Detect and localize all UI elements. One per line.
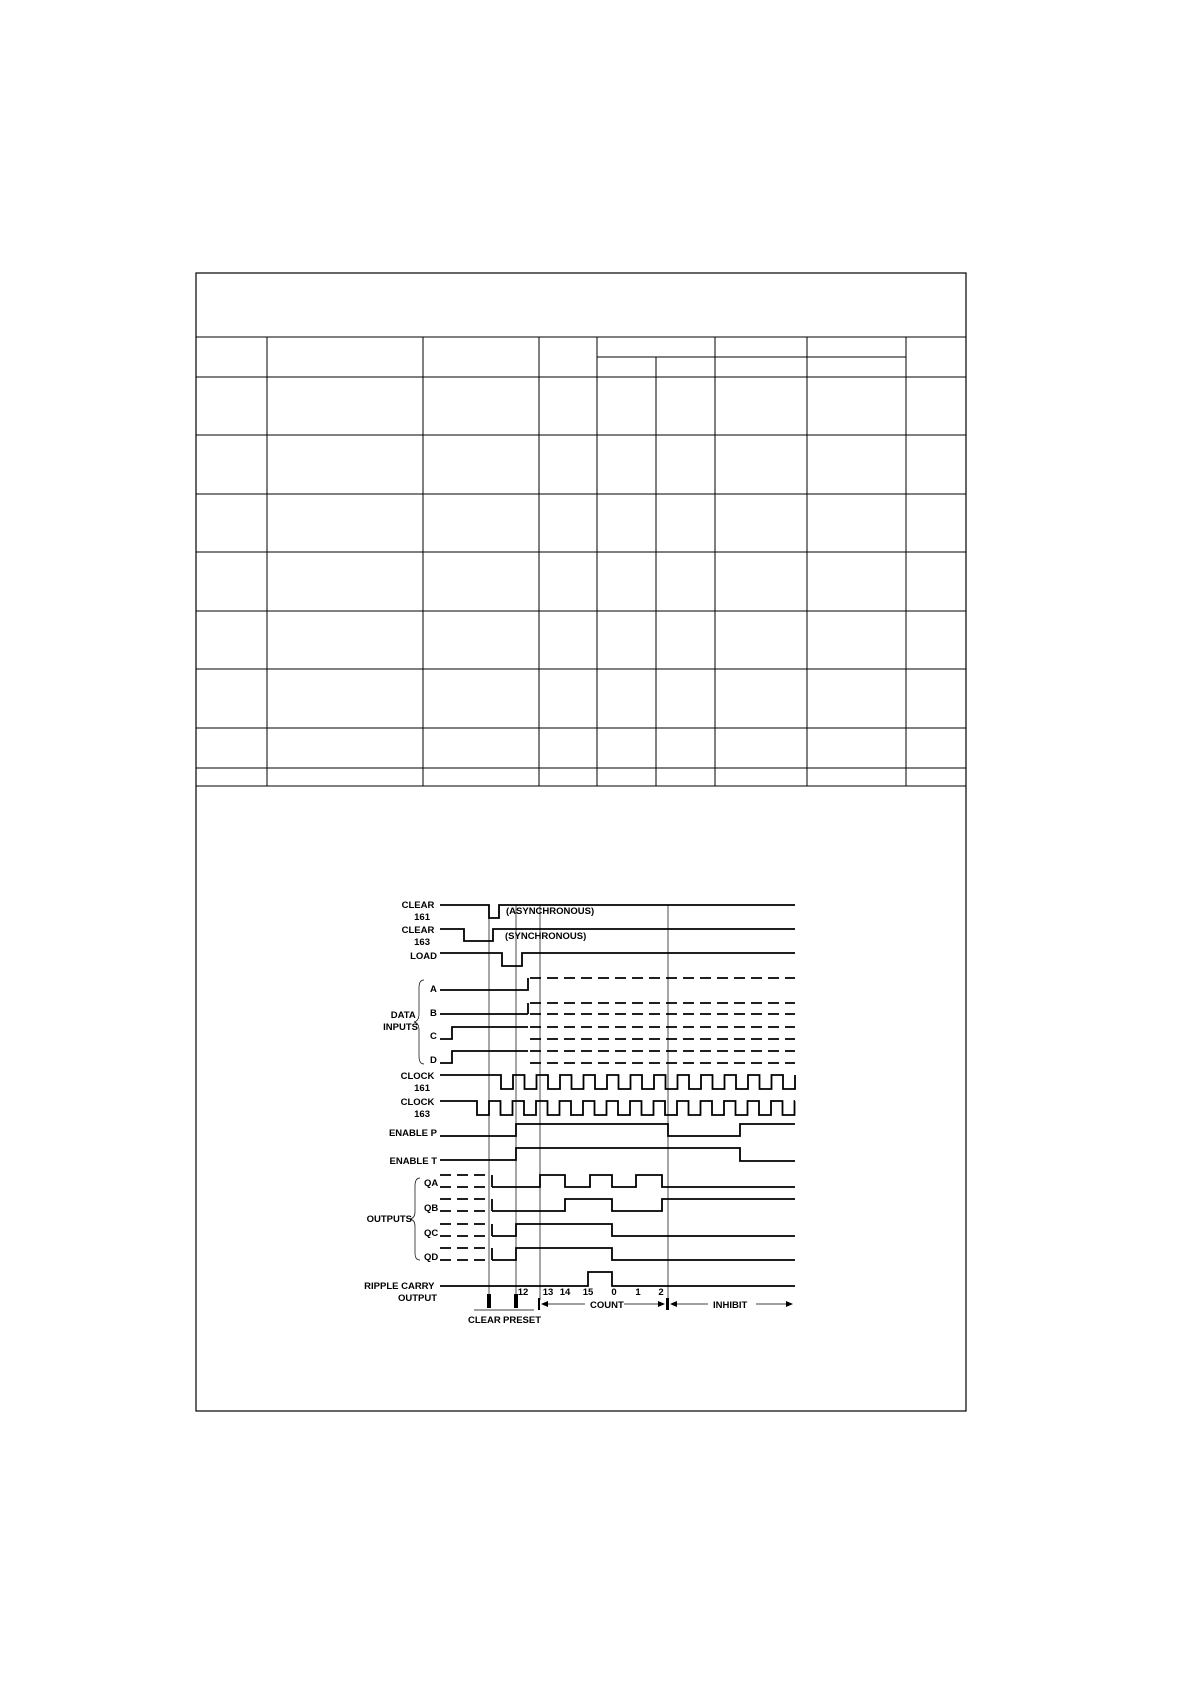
label-qc: QC (424, 1228, 439, 1239)
wave-enable-p (440, 1124, 795, 1136)
note-asynchronous: (ASYNCHRONOUS) (506, 906, 595, 917)
count-arrowhead-left (541, 1301, 548, 1307)
note-synchronous: (SYNCHRONOUS) (505, 931, 587, 942)
wave-input-a (440, 978, 528, 990)
count-sequence (518, 1287, 664, 1298)
label-clock-161: CLOCK 161 (400, 1071, 435, 1094)
count-label-2: 14 (559, 1287, 571, 1298)
label-clock-163: CLOCK 163 (400, 1097, 435, 1120)
label-outputs: OUTPUTS (366, 1214, 412, 1225)
wave-load (440, 953, 795, 966)
wave-clear-163 (440, 929, 795, 941)
wave-ripple-carry (440, 1272, 795, 1286)
phase-preset: PRESET (503, 1315, 542, 1326)
wave-qd (492, 1248, 795, 1260)
count-label-6: 2 (658, 1287, 664, 1298)
count-arrowhead-right (658, 1301, 665, 1307)
wave-clock-163 (440, 1101, 795, 1115)
wave-input-c (440, 1027, 528, 1039)
wave-input-d (440, 1051, 528, 1063)
marker-count-start (538, 1298, 540, 1310)
label-data-inputs: DATA INPUTS (383, 1010, 418, 1033)
label-load: LOAD (410, 951, 437, 962)
marker-count-end (666, 1298, 669, 1310)
phase-clear: CLEAR (468, 1315, 501, 1326)
wave-clock-161 (440, 1075, 795, 1089)
wave-qa (492, 1175, 795, 1187)
count-label-5: 1 (635, 1287, 641, 1298)
timing-diagram (364, 900, 795, 1326)
count-label-1: 13 (542, 1287, 554, 1298)
label-qa: QA (424, 1178, 439, 1189)
count-label-3: 15 (582, 1287, 594, 1298)
wave-enable-t (440, 1148, 795, 1161)
count-label-0: 12 (517, 1287, 529, 1298)
waveforms (440, 905, 795, 1310)
label-enable-t: ENABLE T (389, 1156, 437, 1167)
label-enable-p: ENABLE P (388, 1128, 437, 1139)
label-input-b: B (430, 1008, 437, 1019)
label-clear-163: CLEAR 163 (401, 925, 435, 948)
phase-inhibit: INHIBIT (713, 1300, 748, 1311)
wave-clear-161 (440, 905, 795, 918)
count-label-4: 0 (611, 1287, 617, 1298)
marker-clear (487, 1294, 491, 1308)
label-clear-161: CLEAR 161 (401, 900, 435, 923)
phase-count: COUNT (590, 1300, 624, 1311)
label-input-c: C (430, 1031, 437, 1042)
label-ripple-carry: RIPPLE CARRY OUTPUT (364, 1281, 437, 1304)
inhibit-arrowhead-left (670, 1301, 677, 1307)
spec-table (196, 337, 966, 786)
label-input-d: D (430, 1055, 437, 1066)
page-frame (196, 273, 966, 1411)
wave-qc (492, 1224, 795, 1236)
label-qd: QD (424, 1252, 439, 1263)
label-input-a: A (430, 984, 437, 995)
label-qb: QB (424, 1203, 439, 1214)
inhibit-arrowhead-right (786, 1301, 793, 1307)
wave-qb (492, 1199, 795, 1211)
